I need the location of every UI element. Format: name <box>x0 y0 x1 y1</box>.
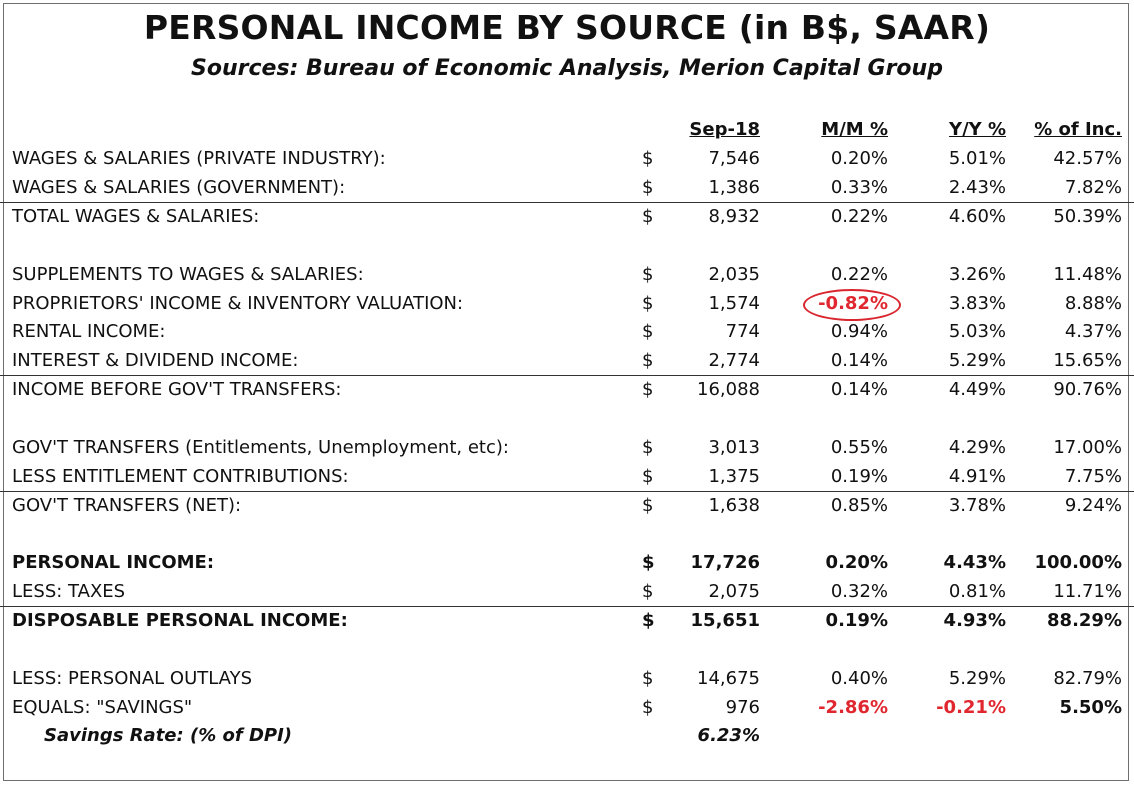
row-yy: 4.93% <box>943 610 1006 631</box>
row-mm-negative: -0.82% <box>818 293 888 314</box>
row-mm: 0.40% <box>830 668 888 689</box>
row-yy: 5.03% <box>948 321 1006 342</box>
row-mm: 0.33% <box>830 177 888 198</box>
header-mm: M/M % <box>821 119 888 140</box>
row-dollar: $ <box>642 321 654 342</box>
row-value: 8,932 <box>708 206 760 227</box>
row-value: 2,774 <box>708 350 760 371</box>
row-dollar: $ <box>642 466 654 487</box>
row-label: PERSONAL INCOME: <box>12 552 215 573</box>
row-pct: 11.48% <box>1053 264 1122 285</box>
row-pct: 11.71% <box>1053 581 1122 602</box>
row-yy: 2.43% <box>948 177 1006 198</box>
table-row <box>0 578 1134 606</box>
row-dollar: $ <box>642 264 654 285</box>
row-value: 2,035 <box>708 264 760 285</box>
row-value: 1,638 <box>708 495 760 516</box>
row-pct: 4.37% <box>1064 321 1122 342</box>
table-row-personal-income <box>0 549 1134 577</box>
row-mm: 0.14% <box>830 350 888 371</box>
table-row-disposable-income <box>0 606 1134 635</box>
highlight-circle <box>803 289 901 321</box>
row-dollar: $ <box>642 610 655 631</box>
row-dollar: $ <box>642 668 654 689</box>
row-value: 6.23% <box>697 725 760 746</box>
row-mm-negative: -2.86% <box>818 697 888 718</box>
row-label: EQUALS: "SAVINGS" <box>12 697 193 718</box>
table-row <box>0 261 1134 289</box>
row-value: 2,075 <box>708 581 760 602</box>
row-yy: 3.26% <box>948 264 1006 285</box>
row-yy: 5.01% <box>948 148 1006 169</box>
row-mm: 0.22% <box>830 264 888 285</box>
row-mm: 0.55% <box>830 437 888 458</box>
row-pct: 17.00% <box>1053 437 1122 458</box>
table-row <box>0 347 1134 375</box>
row-value: 3,013 <box>708 437 760 458</box>
row-yy: 4.60% <box>948 206 1006 227</box>
row-label: LESS: TAXES <box>12 581 126 602</box>
row-dollar: $ <box>642 552 655 573</box>
header-yy: Y/Y % <box>949 119 1006 140</box>
row-value: 976 <box>725 697 760 718</box>
row-dollar: $ <box>642 495 654 516</box>
row-pct: 100.00% <box>1034 552 1122 573</box>
table-row <box>0 318 1134 346</box>
row-pct: 7.82% <box>1064 177 1122 198</box>
row-dollar: $ <box>642 379 654 400</box>
row-yy: 5.29% <box>948 350 1006 371</box>
row-pct: 5.50% <box>1059 697 1122 718</box>
row-value: 16,088 <box>697 379 760 400</box>
row-mm: 0.32% <box>830 581 888 602</box>
table-row <box>0 434 1134 462</box>
row-pct: 9.24% <box>1064 495 1122 516</box>
row-dollar: $ <box>642 293 654 314</box>
row-value: 17,726 <box>690 552 760 573</box>
row-value: 15,651 <box>690 610 760 631</box>
row-mm: 0.85% <box>830 495 888 516</box>
row-pct: 50.39% <box>1053 206 1122 227</box>
row-yy: 3.83% <box>948 293 1006 314</box>
row-mm: 0.94% <box>830 321 888 342</box>
row-pct: 15.65% <box>1053 350 1122 371</box>
row-pct: 88.29% <box>1047 610 1122 631</box>
row-value: 1,574 <box>708 293 760 314</box>
row-label: INTEREST & DIVIDEND INCOME: <box>12 350 299 371</box>
row-value: 7,546 <box>708 148 760 169</box>
row-dollar: $ <box>642 697 654 718</box>
table-row-savings <box>0 694 1134 722</box>
table-row <box>0 174 1134 202</box>
table-row <box>0 290 1134 318</box>
row-label: GOV'T TRANSFERS (NET): <box>12 495 242 516</box>
row-pct: 8.88% <box>1064 293 1122 314</box>
row-yy: 4.49% <box>948 379 1006 400</box>
row-label: Savings Rate: (% of DPI) <box>44 725 293 746</box>
row-yy: 0.81% <box>948 581 1006 602</box>
row-yy: 4.43% <box>943 552 1006 573</box>
row-label: LESS ENTITLEMENT CONTRIBUTIONS: <box>12 466 349 487</box>
row-label: RENTAL INCOME: <box>12 321 166 342</box>
row-yy: 4.29% <box>948 437 1006 458</box>
row-mm: 0.19% <box>825 610 888 631</box>
row-dollar: $ <box>642 177 654 198</box>
row-value: 1,386 <box>708 177 760 198</box>
row-label: PROPRIETORS' INCOME & INVENTORY VALUATION: <box>12 293 464 314</box>
row-value: 14,675 <box>697 668 760 689</box>
table-row <box>0 463 1134 491</box>
row-yy-negative: -0.21% <box>936 697 1006 718</box>
table-row-savings-rate <box>0 722 1134 750</box>
row-label: SUPPLEMENTS TO WAGES & SALARIES: <box>12 264 364 285</box>
row-mm: 0.20% <box>830 148 888 169</box>
table-row-total <box>0 202 1134 231</box>
row-label: DISPOSABLE PERSONAL INCOME: <box>12 610 348 631</box>
row-dollar: $ <box>642 437 654 458</box>
row-pct: 82.79% <box>1053 668 1122 689</box>
row-yy: 5.29% <box>948 668 1006 689</box>
row-pct: 90.76% <box>1053 379 1122 400</box>
row-value: 1,375 <box>708 466 760 487</box>
header-period: Sep-18 <box>689 119 760 140</box>
row-dollar: $ <box>642 581 654 602</box>
row-label: WAGES & SALARIES (PRIVATE INDUSTRY): <box>12 148 386 169</box>
table-row <box>0 145 1134 173</box>
row-mm: 0.19% <box>830 466 888 487</box>
table-row-total <box>0 491 1134 520</box>
row-label: INCOME BEFORE GOV'T TRANSFERS: <box>12 379 342 400</box>
row-mm: 0.14% <box>830 379 888 400</box>
row-label: GOV'T TRANSFERS (Entitlements, Unemployment, etc): <box>12 437 509 458</box>
table-row-total <box>0 375 1134 404</box>
row-value: 774 <box>725 321 760 342</box>
row-mm: 0.22% <box>830 206 888 227</box>
page-subtitle: Sources: Bureau of Economic Analysis, Merion Capital Group <box>191 56 943 81</box>
row-pct: 7.75% <box>1064 466 1122 487</box>
row-dollar: $ <box>642 350 654 371</box>
row-mm: 0.20% <box>825 552 888 573</box>
row-yy: 3.78% <box>948 495 1006 516</box>
page-title: PERSONAL INCOME BY SOURCE (in B$, SAAR) <box>143 8 991 47</box>
row-dollar: $ <box>642 206 654 227</box>
row-dollar: $ <box>642 148 654 169</box>
row-label: WAGES & SALARIES (GOVERNMENT): <box>12 177 346 198</box>
row-label: TOTAL WAGES & SALARIES: <box>12 206 260 227</box>
row-yy: 4.91% <box>948 466 1006 487</box>
row-pct: 42.57% <box>1053 148 1122 169</box>
row-label: LESS: PERSONAL OUTLAYS <box>12 668 253 689</box>
table-row <box>0 665 1134 693</box>
header-pct: % of Inc. <box>1034 119 1122 140</box>
